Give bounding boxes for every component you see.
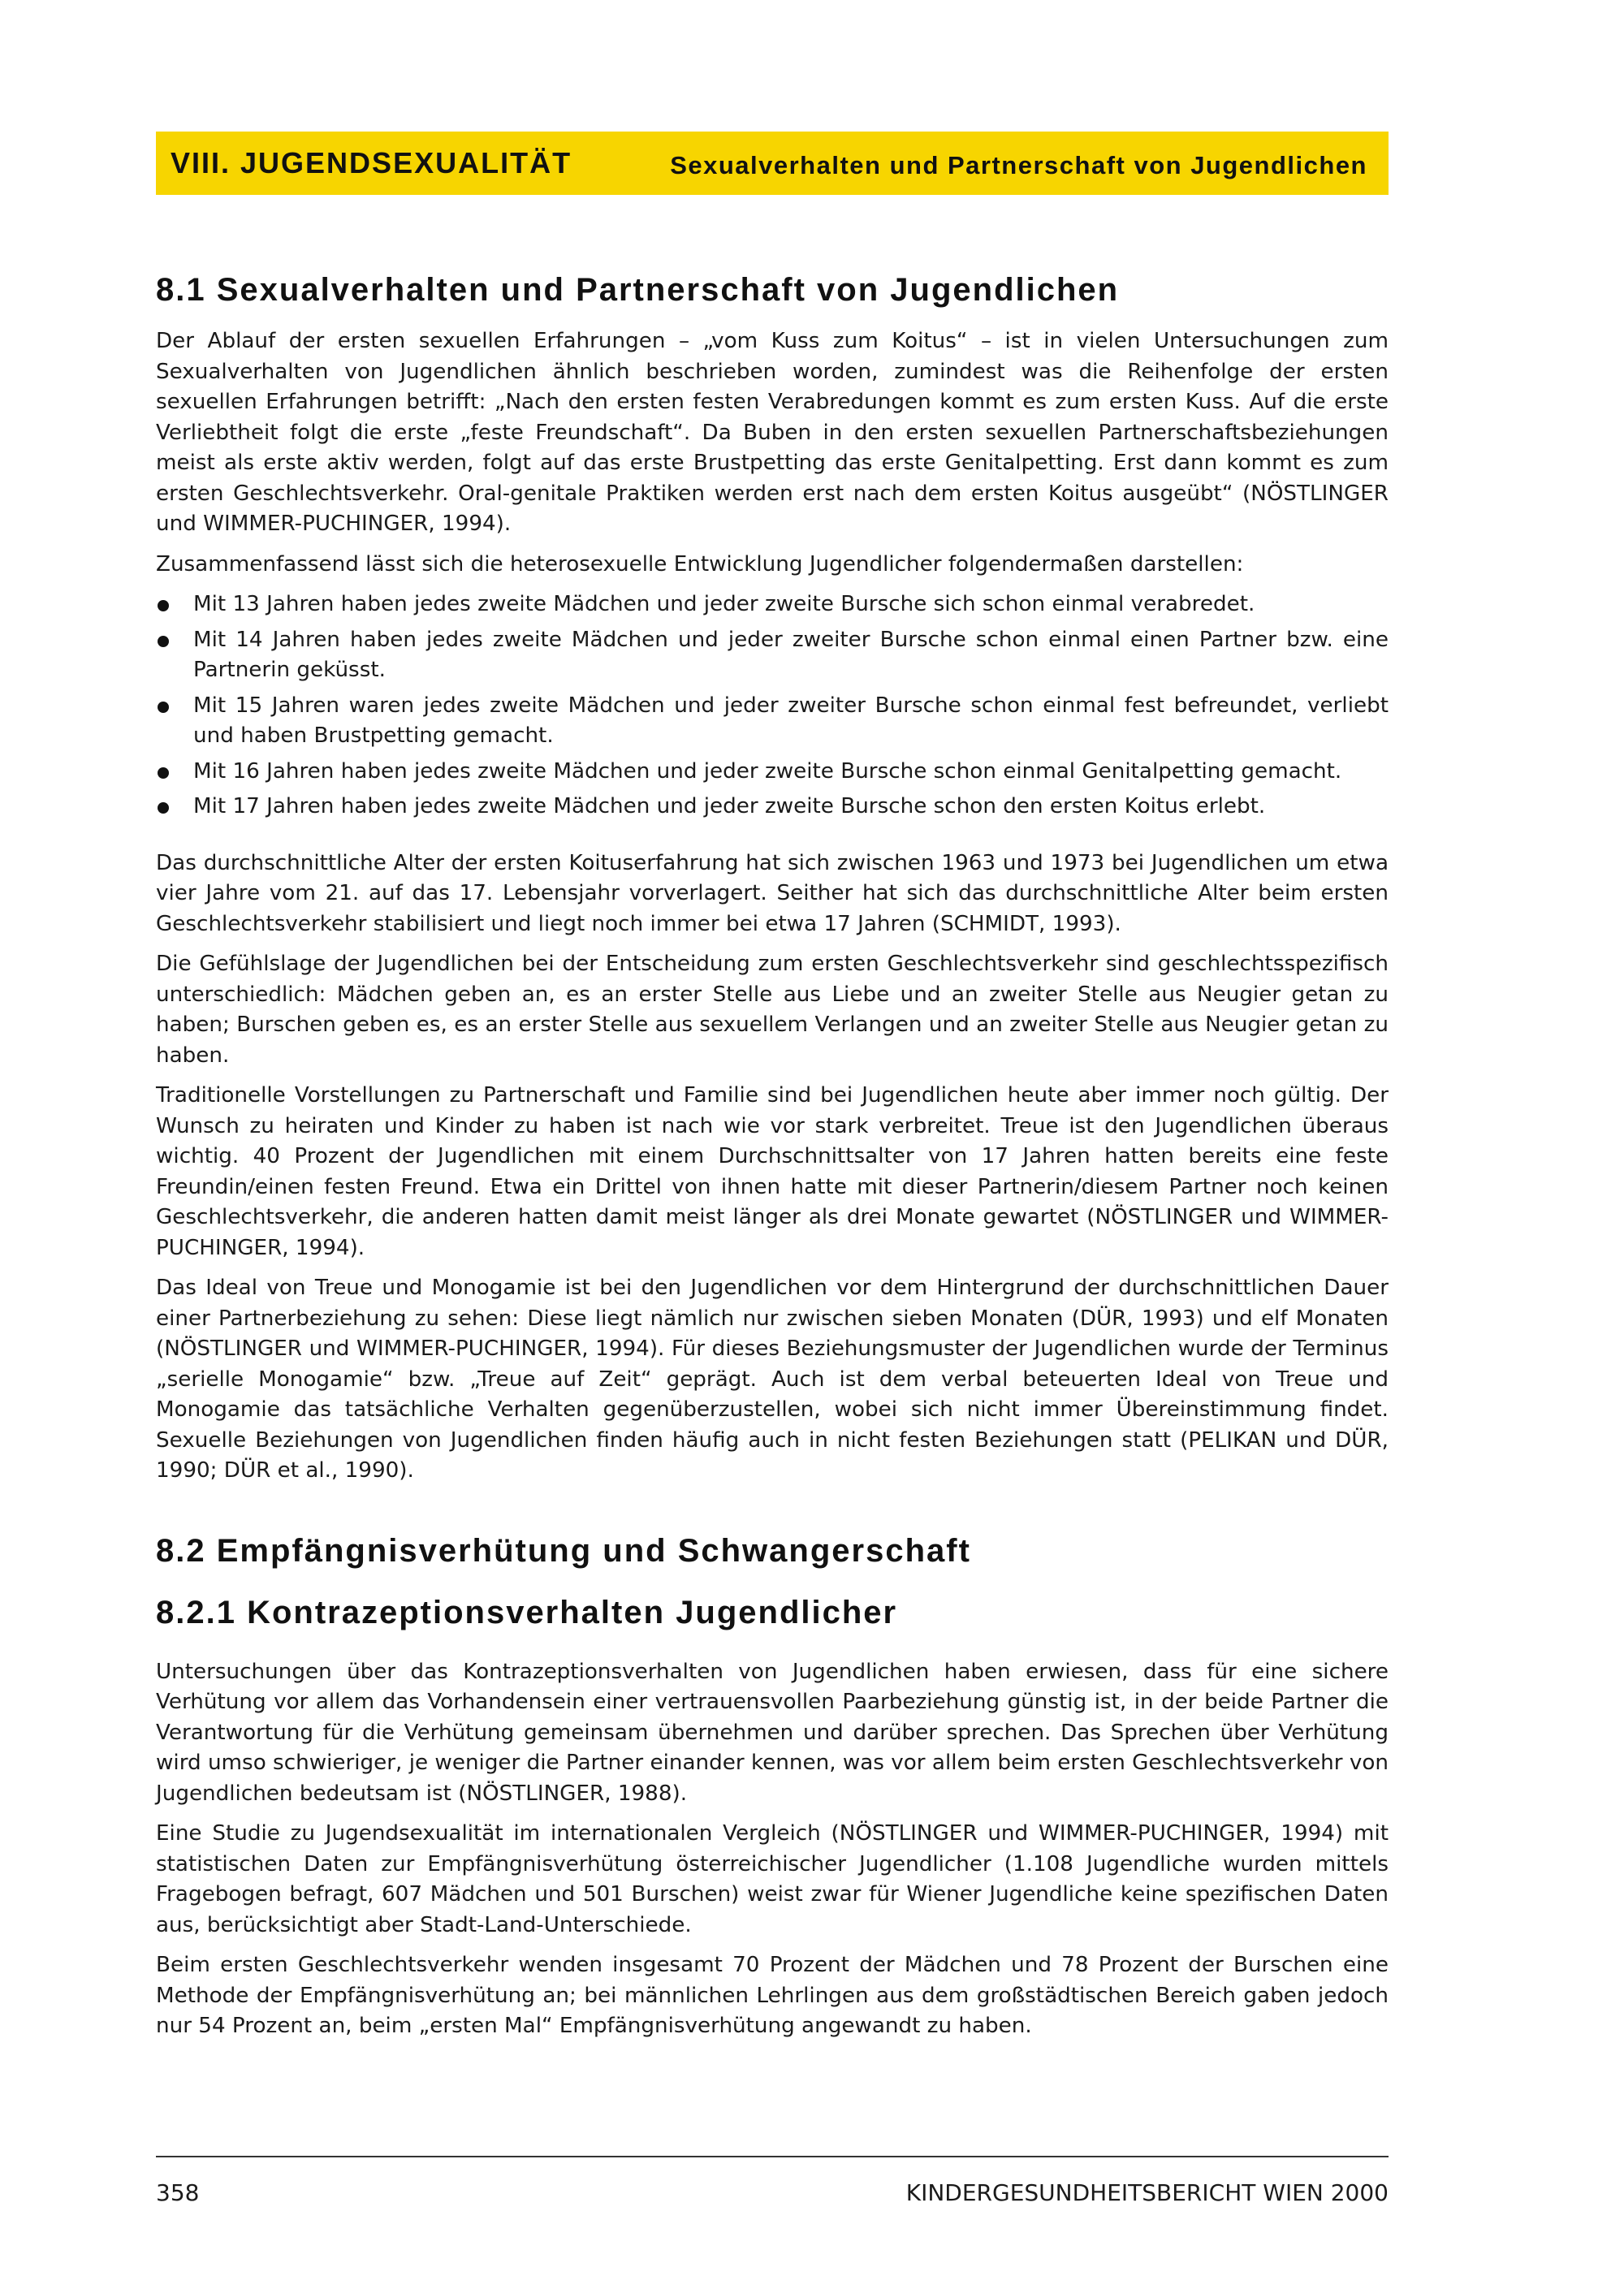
bullet-icon bbox=[158, 702, 169, 713]
chapter-header-band bbox=[156, 132, 1389, 195]
paragraph: Eine Studie zu Jugendsexualität im internationalen Vergleich (NÖSTLINGER und WIMMER-PUCHINGER, 1994) mit statistischen Daten zur Empfängnisverhütung österreichischer Jugendlicher (1.108 Jugendliche wurden mittels Fragebogen befragt, 607 Mädchen und 501 Burschen) weist zwar für Wiener Jugendliche keine spezifischen Daten aus, berücksichtigt aber Stadt-Land-Unterschiede. bbox=[156, 1821, 1389, 1937]
list-item bbox=[156, 625, 1389, 686]
main-content bbox=[156, 268, 1389, 2052]
paragraph: Das Ideal von Treue und Monogamie ist bei den Jugendlichen vor dem Hintergrund der durchschnittlichen Dauer einer Partnerbeziehung zu sehen: Diese liegt nämlich nur zwischen sieben Monaten (DÜR, 1993) und elf Monaten (NÖSTLINGER und WIMMER-PUCHINGER, 1994). Für dieses Beziehungsmuster der Jugendlichen wurde der Terminus „serielle Monogamie“ bzw. „Treue auf Zeit“ geprägt. Auch ist dem verbal beteuerten Ideal von Treue und Monogamie das tatsächliche Verhalten gegenüberzustellen, wobei sich nicht immer Übereinstimmung findet. Sexuelle Beziehungen von Jugendlichen finden häufig auch in nicht festen Beziehungen statt (PELIKAN und DÜR, 1990; DÜR et al., 1990). bbox=[156, 1276, 1389, 1483]
paragraph: Das durchschnittliche Alter der ersten Koituserfahrung hat sich zwischen 1963 und 1973 bei Jugendlichen um etwa vier Jahre vom 21. auf das 17. Lebensjahr vorverlagert. Seither hat sich das durchschnittliche Alter beim ersten Geschlechtsverkehr stabilisiert und liegt noch immer bei etwa 17 Jahren (SCHMIDT, 1993). bbox=[156, 850, 1389, 936]
bullet-icon bbox=[158, 767, 169, 779]
list-item bbox=[156, 691, 1389, 752]
paragraph: Untersuchungen über das Kontrazeptionsverhalten von Jugendlichen haben erwiesen, dass für eine sichere Verhütung vor allem das Vorhandensein einer vertrauensvollen Paarbeziehung günstig ist, in der beide Partner die Verantwortung für die Verhütung gemeinsam übernehmen und darüber sprechen. Das Sprechen über Verhütung wird umso schwieriger, je weniger die Partner einander kennen, was vor allem beim ersten Geschlechtsverkehr von Jugendlichen bedeutsam ist (NÖSTLINGER, 1988). bbox=[156, 1659, 1389, 1806]
list-item-text: Mit 13 Jahren haben jedes zweite Mädchen und jeder zweite Bursche sich schon einmal verabredet. bbox=[193, 592, 1255, 616]
chapter-title: VIII. JUGENDSEXUALITÄT bbox=[171, 146, 572, 179]
publication-title: KINDERGESUNDHEITSBERICHT WIEN 2000 bbox=[905, 2179, 1389, 2206]
footer-divider bbox=[156, 2156, 1389, 2157]
list-item-text: Mit 17 Jahren haben jedes zweite Mädchen und jeder zweite Bursche schon den ersten Koitus erlebt. bbox=[193, 794, 1266, 818]
list-item-text: Mit 14 Jahren haben jedes zweite Mädchen und jeder zweiter Bursche schon einmal einen Partner bzw. eine Partnerin geküsst. bbox=[193, 627, 1389, 682]
running-topic: Sexualverhalten und Partnerschaft von Jugendlichen bbox=[670, 151, 1367, 179]
list-item-text: Mit 15 Jahren waren jedes zweite Mädchen und jeder zweiter Bursche schon einmal fest befreundet, verliebt und haben Brustpetting gemacht. bbox=[193, 693, 1389, 748]
bullet-icon bbox=[158, 600, 169, 611]
bullet-icon bbox=[158, 802, 169, 814]
paragraph: Beim ersten Geschlechtsverkehr wenden insgesamt 70 Prozent der Mädchen und 78 Prozent der Burschen eine Methode der Empfängnisverhütung an; bei männlichen Lehrlingen aus dem großstädtischen Bereich gaben jedoch nur 54 Prozent an, beim „ersten Mal“ Empfängnisverhütung angewandt zu haben. bbox=[156, 1953, 1389, 2038]
development-bullet-list bbox=[156, 589, 1389, 823]
list-item-text: Mit 16 Jahren haben jedes zweite Mädchen und jeder zweite Bursche schon einmal Genitalpetting gemacht. bbox=[193, 758, 1342, 784]
paragraph: Die Gefühlslage der Jugendlichen bei der Entscheidung zum ersten Geschlechtsverkehr sind geschlechtsspezifisch unterschiedlich: Mädchen geben an, es an erster Stelle aus Liebe und an zweiter Stelle aus Neugier getan zu haben; Burschen geben es, es an erster Stelle aus sexuellem Verlangen und an zweiter Stelle aus Neugier getan zu haben. bbox=[156, 952, 1389, 1068]
list-item bbox=[156, 589, 1389, 620]
subsection-heading-8-2-1: 8.2.1 Kontrazeptionsverhalten Jugendlicher bbox=[156, 1594, 898, 1630]
section-heading-8-2: 8.2 Empfängnisverhütung und Schwangerschaft bbox=[156, 1532, 971, 1569]
paragraph: Traditionelle Vorstellungen zu Partnerschaft und Familie sind bei Jugendlichen heute aber immer noch gültig. Der Wunsch zu heiraten und Kinder zu haben ist nach wie vor stark verbreitet. Treue ist den Jugendlichen überaus wichtig. 40 Prozent der Jugendlichen mit einem Durchschnittsalter von 17 Jahren hatten bereits eine feste Freundin/einen festen Freund. Etwa ein Drittel von ihnen hatte mit dieser Partnerin/diesem Partner noch keinen Geschlechtsverkehr, die anderen hatten damit meist länger als drei Monate gewartet (NÖSTLINGER und WIMMER-PUCHINGER, 1994). bbox=[156, 1083, 1389, 1260]
section-heading-8-1: 8.1 Sexualverhalten und Partnerschaft von Jugendlichen bbox=[156, 272, 1120, 308]
paragraph: Zusammenfassend lässt sich die heterosexuelle Entwicklung Jugendlicher folgendermaßen darstellen: bbox=[156, 551, 1244, 576]
page-number: 358 bbox=[156, 2179, 200, 2206]
list-item bbox=[156, 792, 1389, 823]
list-item bbox=[156, 757, 1389, 788]
paragraph: Der Ablauf der ersten sexuellen Erfahrungen – „vom Kuss zum Koitus“ – ist in vielen Untersuchungen zum Sexualverhalten von Jugendlichen ähnlich beschrieben worden, zumindest was die Reihenfolge der ersten sexuellen Erfahrungen betrifft: „Nach den ersten festen Verabredungen kommt es zum ersten Kuss. Auf die erste Verliebtheit folgt die erste „feste Freundschaft“. Da Buben in den ersten sexuellen Partnerschaftsbeziehungen meist als erste aktiv werden, folgt auf das erste Brustpetting das erste Genitalpetting. Erst dann kommt es zum ersten Geschlechtsverkehr. Oral-genitale Praktiken werden erst nach dem ersten Koitus ausgeübt“ (NÖSTLINGER und WIMMER-PUCHINGER, 1994). bbox=[156, 329, 1389, 536]
bullet-icon bbox=[158, 636, 169, 647]
